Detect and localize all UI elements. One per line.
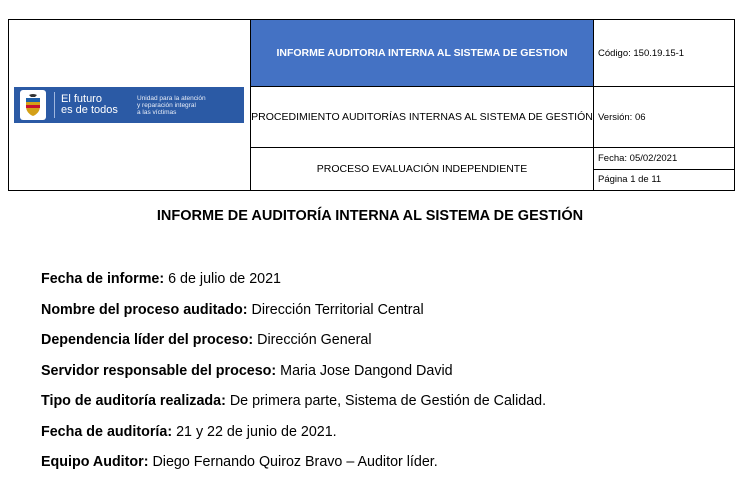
field-value: Dirección Territorial Central: [247, 301, 424, 318]
field-label: Fecha de informe:: [41, 271, 165, 287]
procedure-title: PROCEDIMIENTO AUDITORÍAS INTERNAS AL SISTEMA DE GESTIÓN: [251, 87, 594, 148]
logo-divider: [54, 92, 55, 118]
field-audit-date: [41, 423, 721, 454]
report-title: INFORME AUDITORIA INTERNA AL SISTEMA DE GESTION: [251, 20, 593, 86]
field-report-date: [41, 270, 721, 301]
field-audit-type: [41, 392, 721, 423]
report-fields: [41, 270, 721, 484]
field-label: Dependencia líder del proceso:: [41, 332, 254, 348]
document-title: INFORME DE AUDITORÍA INTERNA AL SISTEMA DE GESTIÓN: [156, 208, 584, 224]
field-value: 21 y 22 de junio de 2021.: [172, 423, 337, 440]
logo-slogan: El futuro es de todos: [61, 93, 118, 116]
field-label: Fecha de auditoría:: [41, 423, 173, 440]
field-value: 6 de julio de 2021: [164, 271, 281, 287]
colombia-coat-of-arms-icon: [20, 90, 46, 120]
field-label: Servidor responsable del proceso:: [41, 362, 277, 379]
field-audit-team: [41, 453, 721, 484]
field-audited-process: [41, 301, 721, 332]
field-lead-dependency: [41, 331, 721, 362]
version-cell: Versión: 06: [594, 87, 735, 148]
entity-logo: [14, 87, 244, 123]
field-value: Maria Jose Dangond David: [276, 362, 453, 379]
field-value: Diego Fernando Quiroz Bravo – Auditor líder.: [148, 454, 438, 470]
page-label: Página 1 de 11: [598, 174, 662, 186]
field-label: Equipo Auditor:: [41, 454, 149, 470]
logo-cell: [9, 20, 251, 191]
date-label: Fecha: 05/02/2021: [594, 148, 734, 170]
date-page-cell: [594, 148, 735, 191]
document-header-table: [8, 19, 735, 191]
code-cell: Código: 150.19.15-1: [594, 20, 735, 87]
field-label: Tipo de auditoría realizada:: [41, 393, 226, 409]
field-label: Nombre del proceso auditado:: [41, 301, 248, 318]
field-value: Dirección General: [253, 332, 372, 348]
field-responsible-official: [41, 362, 721, 393]
field-value: De primera parte, Sistema de Gestión de Calidad.: [225, 393, 547, 409]
logo-entity-name: Unidad para la atención y reparación integral a las víctimas: [137, 94, 206, 116]
process-title: PROCESO EVALUACIÓN INDEPENDIENTE: [251, 148, 594, 191]
report-title-cell: [251, 20, 594, 87]
